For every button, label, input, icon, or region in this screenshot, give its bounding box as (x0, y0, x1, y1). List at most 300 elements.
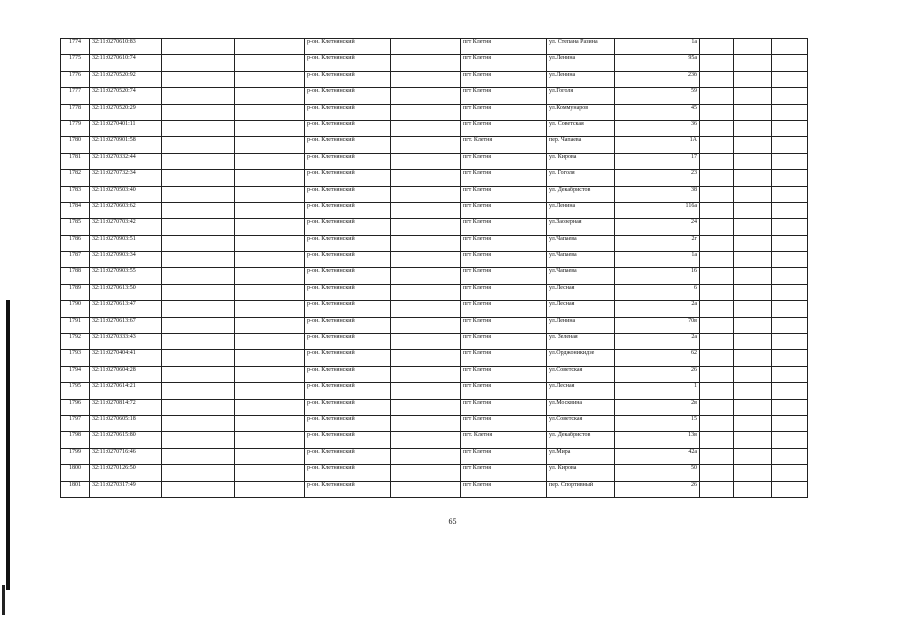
empty-cell (162, 104, 235, 120)
house-number-cell: 45 (615, 104, 700, 120)
street-cell: пер. Спортивный (547, 481, 615, 497)
table-row (61, 465, 808, 481)
house-number-cell: 1а (615, 252, 700, 268)
table-row (61, 71, 808, 87)
empty-cell (772, 432, 808, 448)
empty-cell (772, 252, 808, 268)
empty-cell (772, 219, 808, 235)
cadastral-number-cell: 32:11:0270332:44 (90, 153, 162, 169)
empty-cell (235, 137, 305, 153)
empty-cell (162, 39, 235, 55)
district-cell: р-он. Клетнянский (305, 186, 391, 202)
district-cell: р-он. Клетнянский (305, 284, 391, 300)
empty-cell (235, 481, 305, 497)
row-number-cell: 1796 (61, 399, 90, 415)
table-row (61, 153, 808, 169)
empty-cell (700, 153, 734, 169)
empty-cell (162, 219, 235, 235)
empty-cell (772, 137, 808, 153)
house-number-cell: 23 (615, 170, 700, 186)
empty-cell (734, 334, 772, 350)
empty-cell (700, 317, 734, 333)
district-cell: р-он. Клетнянский (305, 481, 391, 497)
house-number-cell: 17 (615, 153, 700, 169)
empty-cell (162, 252, 235, 268)
empty-cell (772, 170, 808, 186)
empty-cell (162, 317, 235, 333)
street-cell: ул. Зеленая (547, 334, 615, 350)
district-cell: р-он. Клетнянский (305, 137, 391, 153)
settlement-cell: пгт Клетня (461, 88, 547, 104)
empty-cell (700, 120, 734, 136)
street-cell: ул.Чапаева (547, 252, 615, 268)
table-row (61, 39, 808, 55)
empty-cell (772, 104, 808, 120)
house-number-cell: 62 (615, 350, 700, 366)
empty-cell (772, 415, 808, 431)
settlement-cell: пгт Клетня (461, 252, 547, 268)
table-row (61, 170, 808, 186)
empty-cell (700, 39, 734, 55)
empty-cell (235, 268, 305, 284)
empty-cell (162, 301, 235, 317)
empty-cell (772, 301, 808, 317)
row-number-cell: 1784 (61, 202, 90, 218)
empty-cell (391, 39, 461, 55)
row-number-cell: 1781 (61, 153, 90, 169)
empty-cell (734, 55, 772, 71)
house-number-cell: 23б (615, 71, 700, 87)
empty-cell (772, 55, 808, 71)
empty-cell (391, 317, 461, 333)
cadastral-number-cell: 32:11:0270605:18 (90, 415, 162, 431)
table-row (61, 350, 808, 366)
table-row (61, 432, 808, 448)
settlement-cell: пгт Клетня (461, 120, 547, 136)
row-number-cell: 1788 (61, 268, 90, 284)
settlement-cell: пгт. Клетня (461, 432, 547, 448)
empty-cell (700, 71, 734, 87)
settlement-cell: пгт Клетня (461, 186, 547, 202)
empty-cell (734, 120, 772, 136)
settlement-cell: пгт Клетня (461, 481, 547, 497)
settlement-cell: пгт Клетня (461, 448, 547, 464)
house-number-cell: 59 (615, 88, 700, 104)
empty-cell (162, 170, 235, 186)
empty-cell (391, 350, 461, 366)
empty-cell (391, 104, 461, 120)
scan-edge-mark (2, 585, 5, 615)
empty-cell (162, 186, 235, 202)
empty-cell (734, 202, 772, 218)
district-cell: р-он. Клетнянский (305, 301, 391, 317)
street-cell: ул. Декабристов (547, 186, 615, 202)
empty-cell (162, 71, 235, 87)
street-cell: пер. Чапаева (547, 137, 615, 153)
settlement-cell: пгт Клетня (461, 170, 547, 186)
empty-cell (391, 252, 461, 268)
empty-cell (772, 71, 808, 87)
district-cell: р-он. Клетнянский (305, 334, 391, 350)
empty-cell (772, 186, 808, 202)
empty-cell (235, 170, 305, 186)
empty-cell (235, 334, 305, 350)
house-number-cell: 6 (615, 284, 700, 300)
street-cell: ул.Лесная (547, 284, 615, 300)
house-number-cell: 95а (615, 55, 700, 71)
district-cell: р-он. Клетнянский (305, 120, 391, 136)
street-cell: ул.Коммунаров (547, 104, 615, 120)
empty-cell (162, 350, 235, 366)
street-cell: ул.Чапаева (547, 268, 615, 284)
table-row (61, 481, 808, 497)
house-number-cell: 1а (615, 39, 700, 55)
cadastral-number-cell: 32:11:0270903:55 (90, 268, 162, 284)
house-number-cell: 2г (615, 235, 700, 251)
street-cell: ул.Орджоникидзе (547, 350, 615, 366)
street-cell: ул.Гоголя (547, 88, 615, 104)
district-cell: р-он. Клетнянский (305, 366, 391, 382)
row-number-cell: 1779 (61, 120, 90, 136)
empty-cell (700, 104, 734, 120)
row-number-cell: 1774 (61, 39, 90, 55)
empty-cell (700, 432, 734, 448)
empty-cell (235, 71, 305, 87)
settlement-cell: пгт Клетня (461, 104, 547, 120)
empty-cell (235, 153, 305, 169)
house-number-cell: 70в (615, 317, 700, 333)
empty-cell (700, 284, 734, 300)
table-row (61, 219, 808, 235)
empty-cell (734, 481, 772, 497)
cadastral-number-cell: 32:11:0270903:34 (90, 252, 162, 268)
empty-cell (162, 366, 235, 382)
empty-cell (235, 235, 305, 251)
district-cell: р-он. Клетнянский (305, 432, 391, 448)
district-cell: р-он. Клетнянский (305, 153, 391, 169)
street-cell: ул. Кирова (547, 465, 615, 481)
row-number-cell: 1780 (61, 137, 90, 153)
empty-cell (700, 350, 734, 366)
street-cell: ул.Советская (547, 366, 615, 382)
row-number-cell: 1783 (61, 186, 90, 202)
empty-cell (734, 317, 772, 333)
cadastral-number-cell: 32:11:0270732:34 (90, 170, 162, 186)
registry-table (60, 38, 808, 498)
empty-cell (391, 120, 461, 136)
empty-cell (734, 366, 772, 382)
table-row (61, 268, 808, 284)
empty-cell (734, 88, 772, 104)
empty-cell (734, 383, 772, 399)
empty-cell (700, 399, 734, 415)
district-cell: р-он. Клетнянский (305, 383, 391, 399)
house-number-cell: 1А (615, 137, 700, 153)
settlement-cell: пгт Клетня (461, 350, 547, 366)
empty-cell (391, 186, 461, 202)
table-row (61, 448, 808, 464)
district-cell: р-он. Клетнянский (305, 219, 391, 235)
empty-cell (700, 481, 734, 497)
district-cell: р-он. Клетнянский (305, 71, 391, 87)
house-number-cell: 2а (615, 334, 700, 350)
street-cell: ул. Кирова (547, 153, 615, 169)
house-number-cell: 42а (615, 448, 700, 464)
empty-cell (700, 137, 734, 153)
empty-cell (734, 465, 772, 481)
empty-cell (391, 137, 461, 153)
settlement-cell: пгт Клетня (461, 415, 547, 431)
house-number-cell: 16 (615, 268, 700, 284)
street-cell: ул. Декабристов (547, 432, 615, 448)
empty-cell (235, 186, 305, 202)
house-number-cell: 2в (615, 399, 700, 415)
empty-cell (162, 399, 235, 415)
empty-cell (235, 202, 305, 218)
cadastral-number-cell: 32:11:0270126:50 (90, 465, 162, 481)
house-number-cell: 1 (615, 383, 700, 399)
row-number-cell: 1778 (61, 104, 90, 120)
table-row (61, 104, 808, 120)
cadastral-number-cell: 32:11:0270333:43 (90, 334, 162, 350)
empty-cell (235, 252, 305, 268)
empty-cell (772, 383, 808, 399)
row-number-cell: 1795 (61, 383, 90, 399)
empty-cell (391, 383, 461, 399)
empty-cell (391, 465, 461, 481)
empty-cell (734, 350, 772, 366)
settlement-cell: пгт Клетня (461, 465, 547, 481)
street-cell: ул.Москвина (547, 399, 615, 415)
cadastral-number-cell: 32:11:0270613:50 (90, 284, 162, 300)
empty-cell (772, 448, 808, 464)
table-row (61, 137, 808, 153)
empty-cell (772, 350, 808, 366)
table-row (61, 284, 808, 300)
empty-cell (700, 55, 734, 71)
cadastral-number-cell: 32:11:0270610:74 (90, 55, 162, 71)
cadastral-number-cell: 32:11:0270614:21 (90, 383, 162, 399)
empty-cell (391, 448, 461, 464)
cadastral-number-cell: 32:11:0270903:51 (90, 235, 162, 251)
cadastral-number-cell: 32:11:0270401:11 (90, 120, 162, 136)
settlement-cell: пгт Клетня (461, 219, 547, 235)
cadastral-number-cell: 32:11:0270613:47 (90, 301, 162, 317)
cadastral-number-cell: 32:11:0270520:29 (90, 104, 162, 120)
cadastral-number-cell: 32:11:0270814:72 (90, 399, 162, 415)
settlement-cell: пгт Клетня (461, 153, 547, 169)
empty-cell (391, 170, 461, 186)
empty-cell (391, 481, 461, 497)
empty-cell (391, 284, 461, 300)
empty-cell (700, 88, 734, 104)
street-cell: ул.Лесная (547, 301, 615, 317)
empty-cell (235, 39, 305, 55)
cadastral-number-cell: 32:11:0270610:83 (90, 39, 162, 55)
district-cell: р-он. Клетнянский (305, 202, 391, 218)
empty-cell (700, 465, 734, 481)
empty-cell (772, 235, 808, 251)
empty-cell (235, 415, 305, 431)
cadastral-number-cell: 32:11:0270503:40 (90, 186, 162, 202)
empty-cell (162, 284, 235, 300)
empty-cell (700, 366, 734, 382)
settlement-cell: пгт Клетня (461, 301, 547, 317)
empty-cell (162, 235, 235, 251)
empty-cell (235, 465, 305, 481)
settlement-cell: пгт Клетня (461, 55, 547, 71)
table-row (61, 186, 808, 202)
settlement-cell: пгт Клетня (461, 366, 547, 382)
row-number-cell: 1790 (61, 301, 90, 317)
cadastral-number-cell: 32:11:0270317:49 (90, 481, 162, 497)
cadastral-number-cell: 32:11:0270603:62 (90, 202, 162, 218)
street-cell: ул.Ленина (547, 55, 615, 71)
district-cell: р-он. Клетнянский (305, 235, 391, 251)
street-cell: ул. Советская (547, 120, 615, 136)
row-number-cell: 1797 (61, 415, 90, 431)
row-number-cell: 1800 (61, 465, 90, 481)
district-cell: р-он. Клетнянский (305, 88, 391, 104)
empty-cell (235, 301, 305, 317)
scan-edge-mark (6, 300, 10, 590)
empty-cell (391, 334, 461, 350)
empty-cell (772, 399, 808, 415)
empty-cell (772, 153, 808, 169)
settlement-cell: пгт Клетня (461, 71, 547, 87)
empty-cell (700, 186, 734, 202)
table-row (61, 366, 808, 382)
empty-cell (235, 448, 305, 464)
empty-cell (162, 334, 235, 350)
page-number: 65 (448, 517, 457, 526)
empty-cell (162, 55, 235, 71)
row-number-cell: 1777 (61, 88, 90, 104)
empty-cell (734, 432, 772, 448)
empty-cell (235, 55, 305, 71)
empty-cell (162, 137, 235, 153)
settlement-cell: пгт Клетня (461, 284, 547, 300)
table-row (61, 383, 808, 399)
empty-cell (734, 186, 772, 202)
empty-cell (391, 235, 461, 251)
empty-cell (734, 399, 772, 415)
empty-cell (700, 170, 734, 186)
cadastral-number-cell: 32:11:0270604:28 (90, 366, 162, 382)
table-row (61, 301, 808, 317)
empty-cell (734, 153, 772, 169)
empty-cell (734, 448, 772, 464)
district-cell: р-он. Клетнянский (305, 170, 391, 186)
empty-cell (235, 317, 305, 333)
row-number-cell: 1776 (61, 71, 90, 87)
empty-cell (162, 383, 235, 399)
empty-cell (391, 432, 461, 448)
table-row (61, 334, 808, 350)
empty-cell (734, 39, 772, 55)
row-number-cell: 1798 (61, 432, 90, 448)
street-cell: ул.Чапаева (547, 235, 615, 251)
empty-cell (235, 284, 305, 300)
table-row (61, 235, 808, 251)
district-cell: р-он. Клетнянский (305, 399, 391, 415)
district-cell: р-он. Клетнянский (305, 465, 391, 481)
district-cell: р-он. Клетнянский (305, 104, 391, 120)
cadastral-number-cell: 32:11:0270615:80 (90, 432, 162, 448)
empty-cell (162, 153, 235, 169)
empty-cell (391, 366, 461, 382)
empty-cell (734, 137, 772, 153)
empty-cell (772, 465, 808, 481)
row-number-cell: 1799 (61, 448, 90, 464)
row-number-cell: 1775 (61, 55, 90, 71)
empty-cell (391, 415, 461, 431)
table-row (61, 317, 808, 333)
empty-cell (162, 481, 235, 497)
empty-cell (162, 88, 235, 104)
empty-cell (700, 448, 734, 464)
empty-cell (391, 55, 461, 71)
house-number-cell: 26 (615, 481, 700, 497)
settlement-cell: пгт Клетня (461, 317, 547, 333)
table-row (61, 88, 808, 104)
street-cell: ул.Ленина (547, 202, 615, 218)
row-number-cell: 1789 (61, 284, 90, 300)
street-cell: ул. Степана Разина (547, 39, 615, 55)
empty-cell (734, 301, 772, 317)
empty-cell (162, 268, 235, 284)
empty-cell (700, 252, 734, 268)
empty-cell (235, 219, 305, 235)
row-number-cell: 1794 (61, 366, 90, 382)
street-cell: ул. Гоголя (547, 170, 615, 186)
table-row (61, 415, 808, 431)
settlement-cell: пгт Клетня (461, 235, 547, 251)
cadastral-number-cell: 32:11:0270404:41 (90, 350, 162, 366)
empty-cell (162, 432, 235, 448)
district-cell: р-он. Клетнянский (305, 55, 391, 71)
empty-cell (734, 71, 772, 87)
empty-cell (235, 399, 305, 415)
empty-cell (162, 415, 235, 431)
empty-cell (700, 334, 734, 350)
empty-cell (391, 399, 461, 415)
empty-cell (772, 284, 808, 300)
district-cell: р-он. Клетнянский (305, 39, 391, 55)
row-number-cell: 1782 (61, 170, 90, 186)
house-number-cell: 13в (615, 432, 700, 448)
house-number-cell: 116а (615, 202, 700, 218)
empty-cell (772, 481, 808, 497)
empty-cell (235, 88, 305, 104)
empty-cell (734, 284, 772, 300)
street-cell: ул.Советская (547, 415, 615, 431)
empty-cell (772, 317, 808, 333)
house-number-cell: 24 (615, 219, 700, 235)
district-cell: р-он. Клетнянский (305, 317, 391, 333)
table-row (61, 399, 808, 415)
house-number-cell: 38 (615, 186, 700, 202)
district-cell: р-он. Клетнянский (305, 252, 391, 268)
row-number-cell: 1792 (61, 334, 90, 350)
empty-cell (162, 120, 235, 136)
house-number-cell: 50 (615, 465, 700, 481)
empty-cell (700, 301, 734, 317)
empty-cell (391, 88, 461, 104)
district-cell: р-он. Клетнянский (305, 268, 391, 284)
empty-cell (700, 268, 734, 284)
district-cell: р-он. Клетнянский (305, 350, 391, 366)
